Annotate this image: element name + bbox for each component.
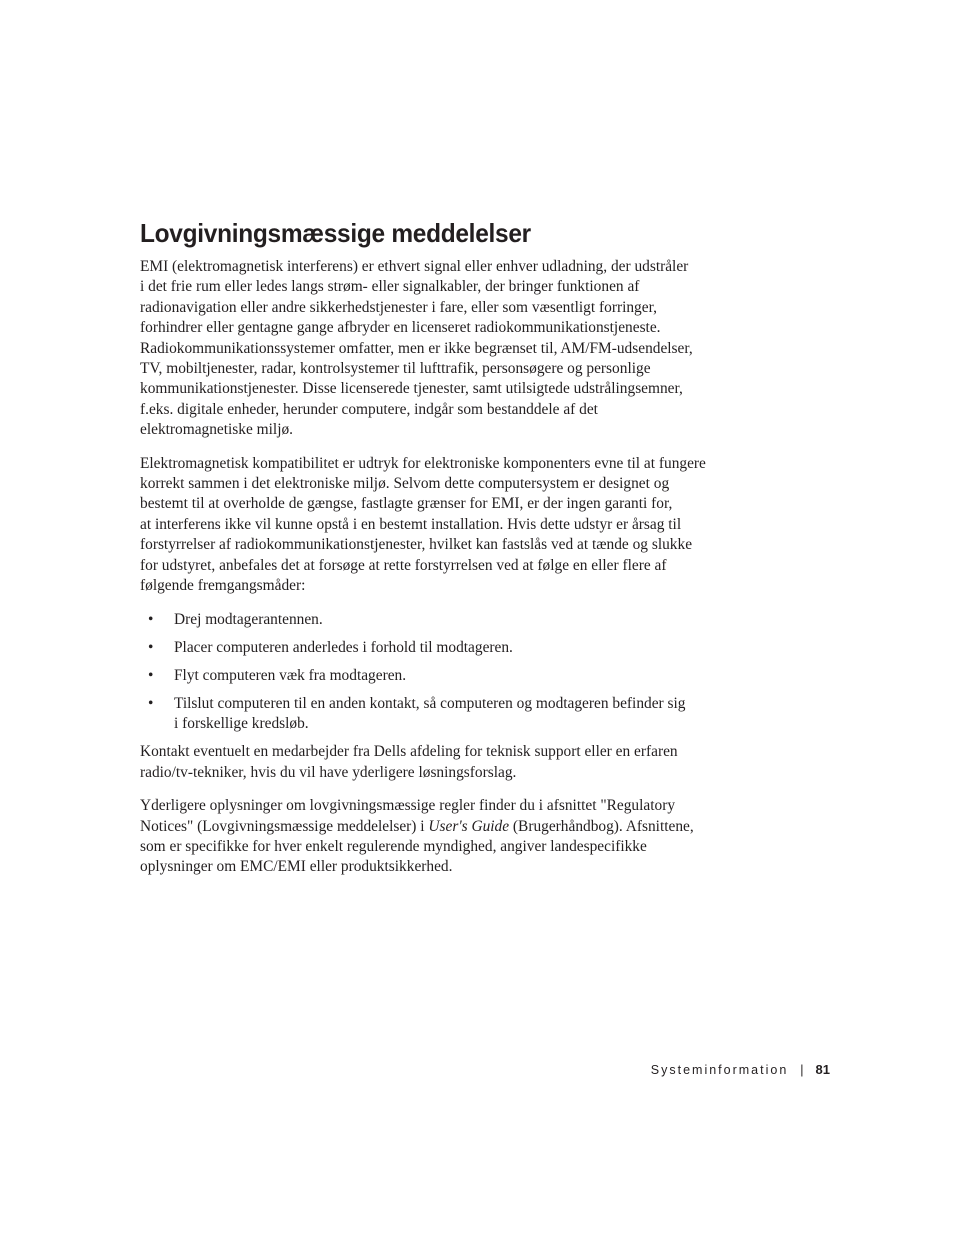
text-line: oplysninger om EMC/EMI eller produktsikkerhed. [140,858,453,876]
text-fragment: Notices" (Lovgivningsmæssige meddelelser) i [140,817,429,835]
paragraph-contact [140,742,740,783]
bullet-list [140,610,740,735]
text-line: f.eks. digitale enheder, herunder computere, indgår som bestanddele af det [140,400,598,418]
text-fragment: (Brugerhåndbog). Afsnittene, [509,817,694,835]
text-line: elektromagnetiske miljø. [140,421,294,439]
list-item [140,694,740,735]
text-line: forstyrrelser af radiokommunikationstjenester, hvilket kan fastslås ved at tænde og slukke [140,536,693,554]
text-line: EMI (elektromagnetisk interferens) er ethvert signal eller enhver udladning, der udstråler [140,258,689,275]
text-line: bestemt til at overholde de gængse, fastlagte grænser for EMI, er der ingen garanti for, [140,495,673,513]
list-item-text: Drej modtagerantennen. [174,610,323,628]
text-line: som er specifikke for hver enkelt regulerende myndighed, angiver landespecifikke [140,837,647,855]
text-line: Yderligere oplysninger om lovgivningsmæssige regler finder du i afsnittet "Regulatory [140,797,676,815]
list-item [140,638,740,658]
page-number: 81 [815,1062,830,1077]
text-line [140,817,740,837]
list-item [140,610,740,630]
text-line: Elektromagnetisk kompatibilitet er udtryk for elektroniske komponenters evne til at fungere [140,454,706,472]
paragraph-emi [140,257,740,441]
text-line: kommunikationstjenester. Disse licenserede tjenester, samt utilsigtede udstrålingsemner, [140,380,683,398]
text-line: TV, mobiltjenester, radar, kontrolsystemer til lufttrafik, personsøgere og personlige [140,360,651,378]
text-line: radio/tv-tekniker, hvis du vil have yderligere løsningsforslag. [140,763,517,781]
bullet-icon: • [148,666,154,684]
list-item-text: i forskellige kredsløb. [174,714,309,732]
text-line: radionavigation eller andre sikkerhedstjenester i fare, eller som væsentligt forringer, [140,298,657,316]
document-body [140,214,740,891]
page-footer [651,1061,830,1079]
text-line: følgende fremgangsmåder: [140,577,306,595]
text-line: Radiokommunikationssystemer omfatter, men er ikke begrænset til, AM/FM-udsendelser, [140,339,693,357]
footer-section-title: Systeminformation [650,1063,789,1077]
footer-separator: | [800,1063,804,1077]
bullet-icon: • [148,694,154,712]
list-item-text: Flyt computeren væk fra modtageren. [174,666,407,684]
text-line: i det frie rum eller ledes langs strøm- eller signalkabler, der bringer funktionen af [140,278,640,296]
bullet-icon: • [148,638,154,656]
list-item [140,666,740,686]
text-line: for udstyret, anbefales det at forsøge at rette forstyrrelsen ved at følge en eller flere af [140,556,667,574]
bullet-icon: • [148,610,154,628]
list-item-text: Placer computeren anderledes i forhold til modtageren. [174,638,513,656]
paragraph-emc [140,454,740,597]
paragraph-more-info [140,796,740,878]
text-line: at interferens ikke vil kunne opstå i en bestemt installation. Hvis dette udstyr er årsag til [140,515,682,533]
text-line: Kontakt eventuelt en medarbejder fra Dells afdeling for teknisk support eller en erfaren [140,743,678,761]
list-item-text: Tilslut computeren til en anden kontakt, så computeren og modtageren befinder sig [174,694,686,712]
users-guide-title: User's Guide [428,817,510,835]
text-line: forhindrer eller gentagne gange afbryder en licenseret radiokommunikationstjeneste. [140,319,661,337]
page-title: Lovgivningsmæssige meddelelser [140,218,531,248]
text-line: korrekt sammen i det elektroniske miljø. Selvom dette computersystem er designet og [140,475,670,493]
